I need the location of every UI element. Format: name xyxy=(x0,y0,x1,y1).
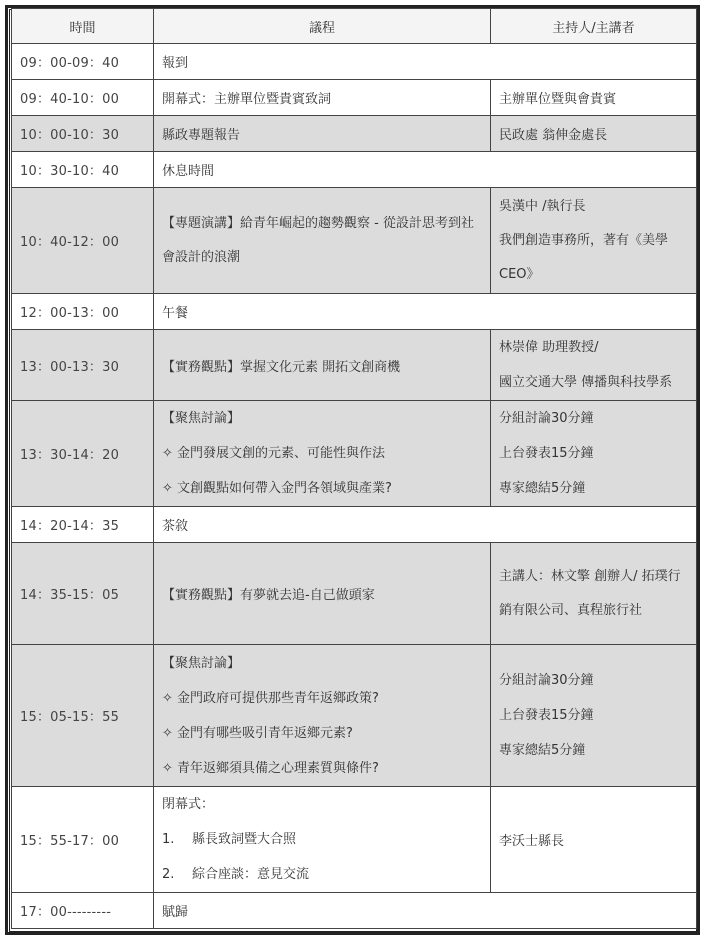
agenda-cell: 縣政專題報告 xyxy=(154,116,491,152)
time-cell: 15：05-15：55 xyxy=(12,645,154,787)
time-cell: 15：55-17：00 xyxy=(12,787,154,893)
agenda-cell: 【專題演講】給青年崛起的趨勢觀察 - 從設計思考到社會設計的浪潮 xyxy=(154,188,491,294)
agenda-cell: 【實務觀點】有夢就去追-自己做頭家 xyxy=(154,543,491,645)
table-row xyxy=(12,152,697,188)
agenda-cell: 閉幕式： 1. 縣長致詞暨大合照 2. 綜合座談：意見交流 xyxy=(154,787,491,893)
table-row xyxy=(12,80,697,116)
table-row xyxy=(12,507,697,543)
host-cell: 吳漢中 /執行長 我們創造事務所，著有《美學CEO》 xyxy=(491,188,697,294)
table-row xyxy=(12,543,697,645)
table-header-row xyxy=(12,9,697,44)
agenda-cell: 休息時間 xyxy=(154,152,697,188)
table-row xyxy=(12,294,697,330)
host-cell: 主講人：林文擎 創辦人/ 拓璞行銷有限公司、真程旅行社 xyxy=(491,543,697,645)
time-cell: 17：00--------- xyxy=(12,893,154,929)
table-row xyxy=(12,330,697,401)
agenda-cell: 茶敘 xyxy=(154,507,697,543)
agenda-table xyxy=(11,8,697,929)
time-cell: 10：00-10：30 xyxy=(12,116,154,152)
table-row xyxy=(12,116,697,152)
agenda-cell: 【聚焦討論】 ✧ 金門政府可提供那些青年返鄉政策? ✧ 金門有哪些吸引青年返鄉元素? ✧ 青年返鄉須具備之心理素質與條件? xyxy=(154,645,491,787)
agenda-cell: 開幕式：主辦單位暨貴賓致詞 xyxy=(154,80,491,116)
time-cell: 10：30-10：40 xyxy=(12,152,154,188)
table-row xyxy=(12,401,697,507)
agenda-cell: 賦歸 xyxy=(154,893,697,929)
host-cell: 分組討論30分鐘 上台發表15分鐘 專家總結5分鐘 xyxy=(491,401,697,507)
host-cell: 民政處 翁伸金處長 xyxy=(491,116,697,152)
header-host: 主持人/主講者 xyxy=(491,9,697,44)
time-cell: 10：40-12：00 xyxy=(12,188,154,294)
time-cell: 13：30-14：20 xyxy=(12,401,154,507)
time-cell: 14：20-14：35 xyxy=(12,507,154,543)
host-cell: 李沃士縣長 xyxy=(491,787,697,893)
time-cell: 12：00-13：00 xyxy=(12,294,154,330)
table-row xyxy=(12,44,697,80)
table-row xyxy=(12,645,697,787)
time-cell: 09：40-10：00 xyxy=(12,80,154,116)
agenda-cell: 【聚焦討論】 ✧ 金門發展文創的元素、可能性與作法 ✧ 文創觀點如何帶入金門各領域與產業? xyxy=(154,401,491,507)
table-row xyxy=(12,893,697,929)
table-row xyxy=(12,188,697,294)
agenda-cell: 【實務觀點】掌握文化元素 開拓文創商機 xyxy=(154,330,491,401)
host-cell: 林崇偉 助理教授/ 國立交通大學 傳播與科技學系 xyxy=(491,330,697,401)
host-cell: 分組討論30分鐘 上台發表15分鐘 專家總結5分鐘 xyxy=(491,645,697,787)
time-cell: 09：00-09：40 xyxy=(12,44,154,80)
agenda-cell: 報到 xyxy=(154,44,697,80)
time-cell: 13：00-13：30 xyxy=(12,330,154,401)
agenda-cell: 午餐 xyxy=(154,294,697,330)
header-time: 時間 xyxy=(12,9,154,44)
host-cell: 主辦單位暨與會貴賓 xyxy=(491,80,697,116)
table-row xyxy=(12,787,697,893)
time-cell: 14：35-15：05 xyxy=(12,543,154,645)
header-agenda: 議程 xyxy=(154,9,491,44)
